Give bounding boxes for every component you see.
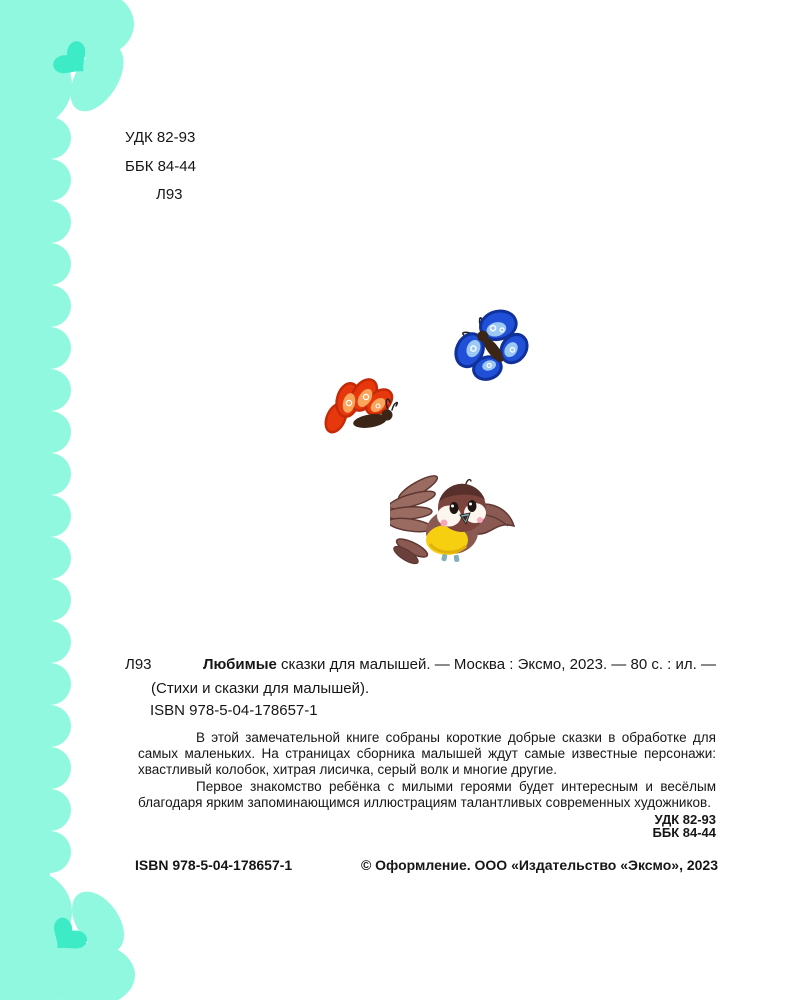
left-scalloped-strip <box>0 85 71 875</box>
bibliographic-record-row <box>125 653 716 700</box>
cloud-top-left <box>0 0 134 131</box>
isbn-line: ISBN 978-5-04-178657-1 <box>150 702 318 719</box>
blue-butterfly-illustration <box>452 306 532 390</box>
footer <box>135 857 718 874</box>
annotation-paragraph: Первое знакомство ребёнка с милыми героями будет интересным и весёлым благодаря ярким запоминающимся иллюстрациям талантливых современных художников. <box>138 778 716 810</box>
record-title: Любимые <box>203 656 277 673</box>
cloud-bottom-left <box>0 868 135 1000</box>
udk-code-bold: УДК 82-93 <box>654 812 716 828</box>
annotation-paragraph: В этой замечательной книге собраны короткие добрые сказки в обработке для самых маленьких. На страницах сборника малышей ждут самые известные персонажи: хвастливый колобок, хитрая лисичка, серый волк и многие другие. <box>138 730 716 778</box>
author-sign-label: Л93 <box>125 656 152 673</box>
sparrow-illustration <box>390 470 517 572</box>
bbk-code: ББК 84-44 <box>125 157 196 175</box>
author-sign: Л93 <box>156 186 183 203</box>
red-butterfly-illustration <box>322 376 404 446</box>
record-description: сказки для малышей. — Москва : Эксмо, 2023. — 80 с. : ил. — (Стихи и сказки для малышей). <box>151 656 716 697</box>
footer-isbn: ISBN 978-5-04-178657-1 <box>135 857 293 873</box>
footer-copyright: © Оформление. ООО «Издательство «Эксмо», 2023 <box>360 857 718 873</box>
bbk-code-bold: ББК 84-44 <box>652 824 716 840</box>
classification-codes-bottom <box>138 814 716 839</box>
heart-icon <box>43 915 90 961</box>
bird-head <box>437 480 486 532</box>
udk-code: УДК 82-93 <box>125 129 196 146</box>
bibliographic-record <box>151 653 716 700</box>
tail-feathers <box>391 536 429 567</box>
imprint-block <box>125 653 716 840</box>
heart-icon <box>50 38 97 85</box>
classification-codes-top <box>125 124 196 210</box>
